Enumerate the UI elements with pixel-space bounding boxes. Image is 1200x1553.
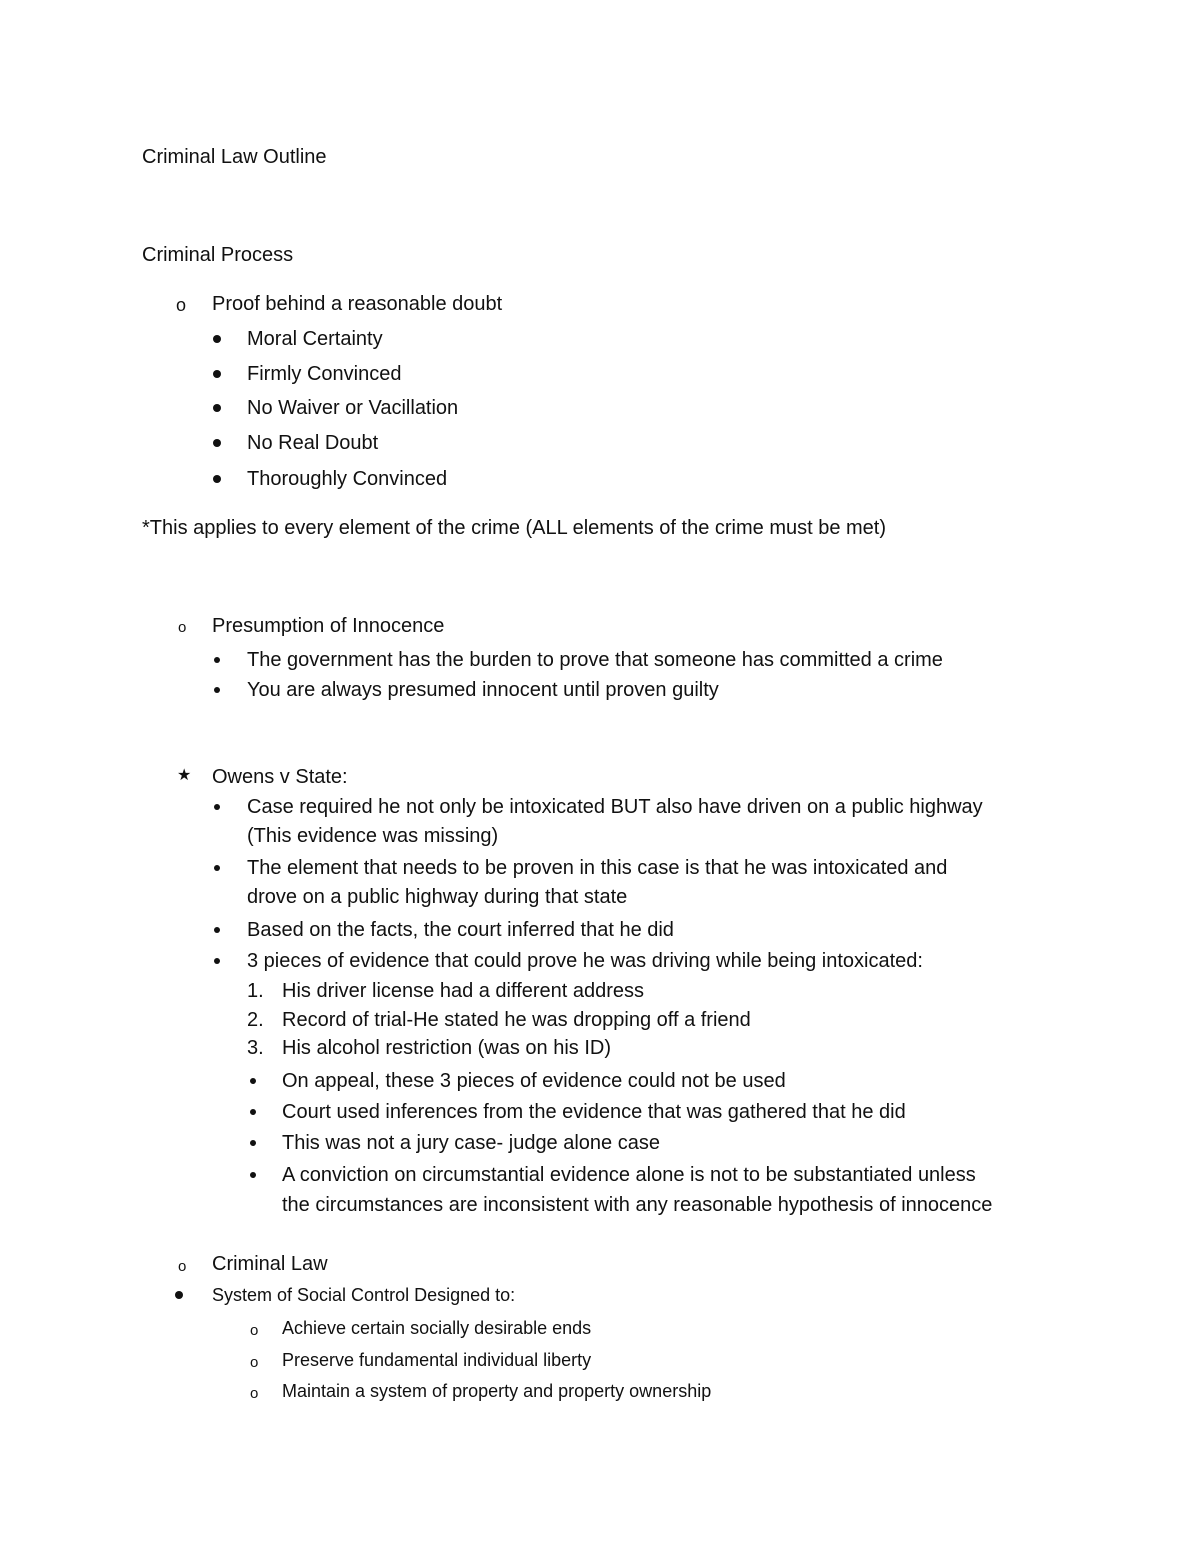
- list-item: A conviction on circumstantial evidence alone is not to be substantiated unless: [282, 1164, 976, 1186]
- list-item: 3 pieces of evidence that could prove he was driving while being intoxicated:: [247, 950, 923, 972]
- hollow-circle-bullet-icon: o: [178, 619, 187, 636]
- section-heading: Criminal Process: [142, 244, 294, 266]
- list-item-continuation: (This evidence was missing): [247, 825, 499, 847]
- list-item: System of Social Control Designed to:: [212, 1285, 516, 1305]
- bullet-dot-icon: [213, 370, 221, 378]
- bullet-dot-icon: [214, 657, 220, 663]
- list-item: Case required he not only be intoxicated BUT also have driven on a public highway: [247, 796, 983, 818]
- bullet-dot-icon: [214, 687, 220, 693]
- star-icon: ★: [177, 765, 192, 784]
- numbered-item: Record of trial-He stated he was dropping off a friend: [282, 1009, 751, 1031]
- list-number: 2.: [247, 1009, 264, 1031]
- sub-list-item: Maintain a system of property and property ownership: [282, 1381, 712, 1401]
- sub-list-item: Preserve fundamental individual liberty: [282, 1350, 592, 1370]
- bullet-dot-icon: [175, 1291, 183, 1299]
- hollow-circle-bullet-icon: o: [176, 295, 187, 315]
- bullet-dot-icon: [213, 404, 221, 412]
- list-item: Court used inferences from the evidence that was gathered that he did: [282, 1101, 906, 1123]
- list-item: Thoroughly Convinced: [247, 468, 448, 490]
- bullet-dot-icon: [214, 804, 220, 810]
- list-item: No Waiver or Vacillation: [247, 397, 459, 419]
- list-item: You are always presumed innocent until proven guilty: [247, 679, 719, 701]
- item-presumption-label: Presumption of Innocence: [212, 615, 445, 637]
- list-number: 1.: [247, 980, 264, 1002]
- bullet-dot-icon: [214, 927, 220, 933]
- numbered-item: His driver license had a different address: [282, 980, 645, 1002]
- hollow-circle-bullet-icon: o: [250, 1322, 259, 1339]
- bullet-dot-icon: [214, 865, 220, 871]
- sub-list-item: Achieve certain socially desirable ends: [282, 1318, 592, 1338]
- bullet-dot-icon: [250, 1078, 256, 1084]
- bullet-dot-icon: [250, 1109, 256, 1115]
- list-item: No Real Doubt: [247, 432, 379, 454]
- bullet-dot-icon: [213, 475, 221, 483]
- item-criminal-law-label: Criminal Law: [212, 1253, 328, 1275]
- numbered-item: His alcohol restriction (was on his ID): [282, 1037, 611, 1059]
- note-text: *This applies to every element of the crime (ALL elements of the crime must be met): [142, 517, 887, 539]
- list-item: Based on the facts, the court inferred that he did: [247, 919, 674, 941]
- document-title: Criminal Law Outline: [142, 146, 327, 168]
- list-item-continuation: drove on a public highway during that state: [247, 886, 628, 908]
- bullet-dot-icon: [213, 335, 221, 343]
- list-item: Firmly Convinced: [247, 363, 402, 385]
- hollow-circle-bullet-icon: o: [250, 1354, 259, 1371]
- list-number: 3.: [247, 1037, 264, 1059]
- case-label: Owens v State:: [212, 766, 348, 788]
- list-item: The element that needs to be proven in this case is that he was intoxicated and: [247, 857, 948, 879]
- bullet-dot-icon: [250, 1140, 256, 1146]
- list-item: The government has the burden to prove that someone has committed a crime: [247, 649, 943, 671]
- list-item: This was not a jury case- judge alone case: [282, 1132, 660, 1154]
- hollow-circle-bullet-icon: o: [250, 1385, 259, 1402]
- item-proof-label: Proof behind a reasonable doubt: [212, 293, 503, 315]
- bullet-dot-icon: [214, 958, 220, 964]
- hollow-circle-bullet-icon: o: [178, 1258, 187, 1275]
- bullet-dot-icon: [250, 1172, 256, 1178]
- list-item: Moral Certainty: [247, 328, 383, 350]
- bullet-dot-icon: [213, 439, 221, 447]
- list-item-continuation: the circumstances are inconsistent with any reasonable hypothesis of innocence: [282, 1194, 993, 1216]
- list-item: On appeal, these 3 pieces of evidence could not be used: [282, 1070, 786, 1092]
